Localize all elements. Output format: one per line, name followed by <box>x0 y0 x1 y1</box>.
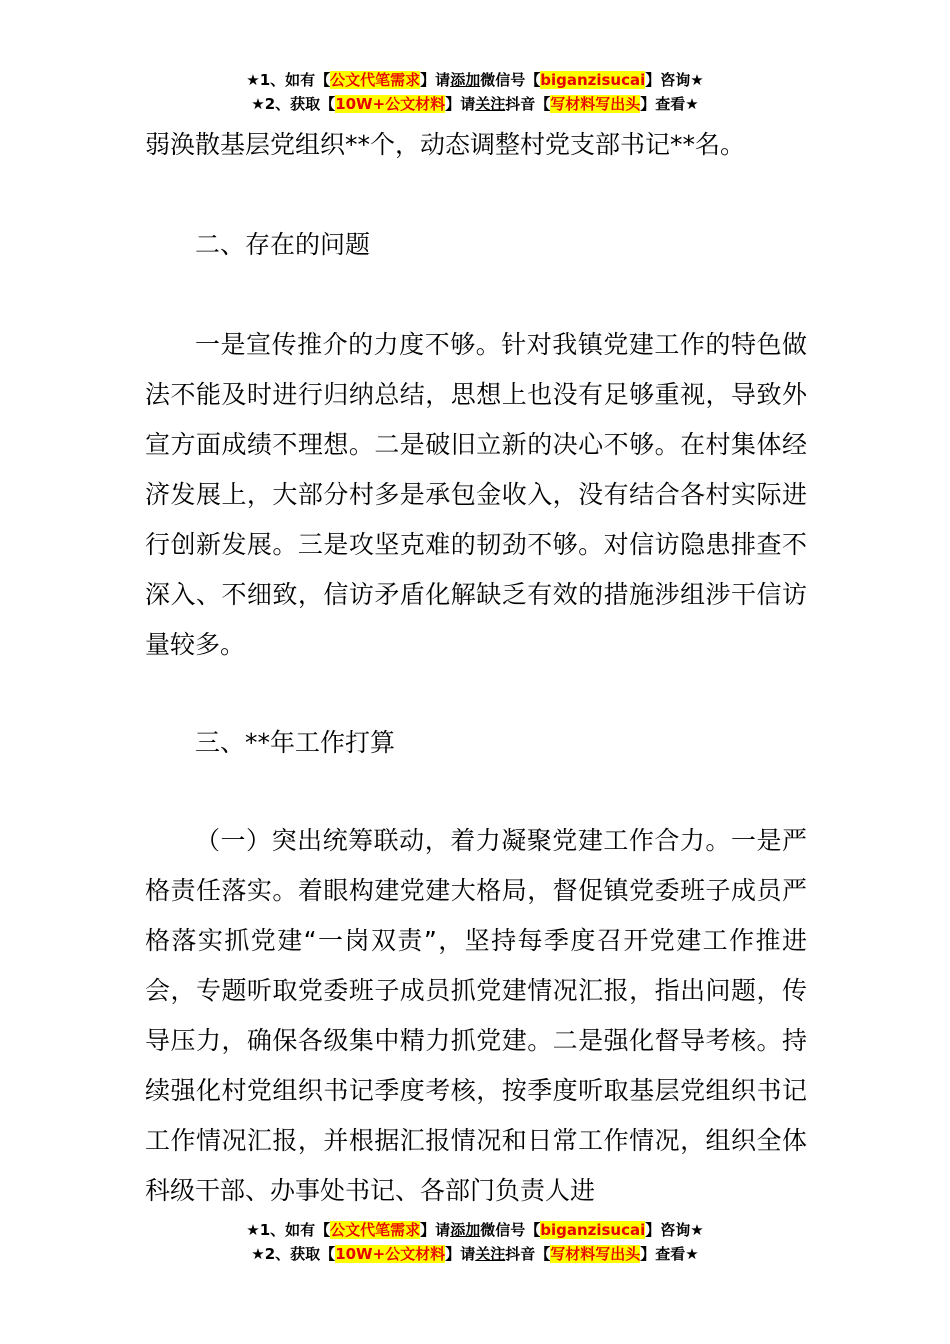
promo-highlight: biganzisucai <box>540 71 646 89</box>
paragraph-problems: 一是宣传推介的力度不够。针对我镇党建工作的特色做法不能及时进行归纳总结，思想上也没有足够重视，导致外宣方面成绩不理想。二是破旧立新的决心不够。在村集体经济发展上，大部分村多是承包金收入，没有结合各村实际进行创新发展。三是攻坚克难的韧劲不够。对信访隐患排查不深入、不细致，信访矛盾化解缺乏有效的措施涉组涉干信访量较多。 <box>145 330 807 659</box>
promo-text: 】请 <box>445 1245 476 1263</box>
promo-text: ★1、如有【 <box>246 1221 331 1239</box>
footer-promo-banner <box>0 1218 950 1266</box>
promo-highlight: 公文代笔需求 <box>330 71 421 89</box>
promo-text: 抖音【 <box>505 1245 551 1263</box>
promo-underline: 关注 <box>475 95 506 113</box>
promo-underline: 添加 <box>450 71 481 89</box>
promo-text: 】咨询★ <box>645 1221 704 1239</box>
promo-text: ★1、如有【 <box>246 71 331 89</box>
section-heading-problems: 二、存在的问题 <box>195 230 371 259</box>
promo-text: 】请 <box>445 95 476 113</box>
promo-line-1 <box>0 1218 950 1242</box>
promo-text: ★2、获取【 <box>251 1245 336 1263</box>
promo-text: 】查看★ <box>640 95 699 113</box>
promo-text: 】请 <box>420 71 451 89</box>
section-heading-plan: 三、**年工作打算 <box>195 728 396 757</box>
promo-line-2 <box>0 1242 950 1266</box>
promo-highlight: 公文代笔需求 <box>330 1221 421 1239</box>
promo-text: 微信号【 <box>480 1221 541 1239</box>
promo-underline: 添加 <box>450 1221 481 1239</box>
promo-text: 抖音【 <box>505 95 551 113</box>
promo-underline: 关注 <box>475 1245 506 1263</box>
promo-text: 】请 <box>420 1221 451 1239</box>
paragraph-plan: （一）突出统筹联动，着力凝聚党建工作合力。一是严格责任落实。着眼构建党建大格局，督促镇党委班子成员严格落实抓党建“一岗双责”，坚持每季度召开党建工作推进会，专题听取党委班子成员抓党建情况汇报，指出问题，传导压力，确保各级集中精力抓党建。二是强化督导考核。持续强化村党组织书记季度考核，按季度听取基层党组织书记工作情况汇报，并根据汇报情况和日常工作情况，组织全体科级干部、办事处书记、各部门负责人进 <box>145 826 807 1205</box>
promo-text: 】咨询★ <box>645 71 704 89</box>
promo-highlight: 10W+公文材料 <box>335 1245 446 1263</box>
promo-highlight: biganzisucai <box>540 1221 646 1239</box>
promo-line-2 <box>0 92 950 116</box>
promo-highlight: 10W+公文材料 <box>335 95 446 113</box>
promo-line-1 <box>0 68 950 92</box>
promo-highlight: 写材料写出头 <box>550 95 641 113</box>
paragraph-continuation: 弱涣散基层党组织**个，动态调整村党支部书记**名。 <box>145 130 746 159</box>
header-promo-banner <box>0 68 950 116</box>
promo-text: 微信号【 <box>480 71 541 89</box>
promo-text: ★2、获取【 <box>251 95 336 113</box>
promo-text: 】查看★ <box>640 1245 699 1263</box>
promo-highlight: 写材料写出头 <box>550 1245 641 1263</box>
